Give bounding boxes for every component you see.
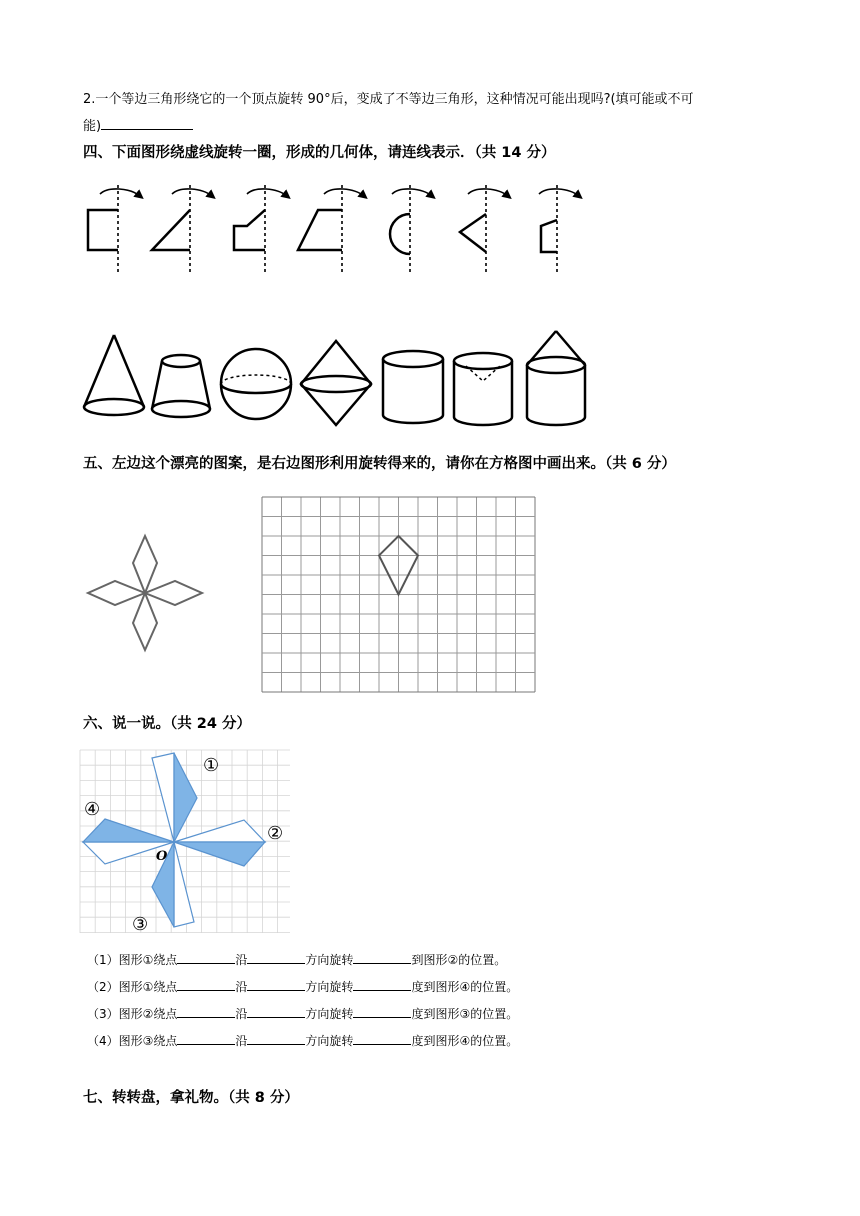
q3-direction: 方向旋转 xyxy=(305,1007,354,1021)
rotation-shape-step xyxy=(234,185,287,272)
q2-along: 沿 xyxy=(235,980,248,994)
section-7-heading: 七、转转盘，拿礼物。（共 8 分） xyxy=(83,1090,299,1106)
question-2-line-2-text: 能) xyxy=(83,119,102,134)
figure-1-outline-half xyxy=(152,753,174,842)
figure-label-1: ① xyxy=(203,755,220,776)
solid-cylinder-with-cone-cavity xyxy=(454,353,512,425)
q3-blank-direction[interactable] xyxy=(247,1005,305,1018)
q2-tail: 度到图形④的位置。 xyxy=(411,980,519,994)
flower-pattern xyxy=(82,528,212,658)
q4-direction: 方向旋转 xyxy=(305,1034,354,1048)
question-6-1 xyxy=(87,951,506,968)
figure-3-outline-half xyxy=(174,842,194,927)
q2-blank-angle[interactable] xyxy=(353,978,411,991)
q3-tail: 度到图形③的位置。 xyxy=(411,1007,519,1021)
q4-blank-angle[interactable] xyxy=(353,1032,411,1045)
rotation-shape-small-composite xyxy=(539,185,579,272)
petal-right xyxy=(145,581,202,605)
q1-blank-point[interactable] xyxy=(177,951,235,964)
q2-blank-point[interactable] xyxy=(177,978,235,991)
q3-blank-angle[interactable] xyxy=(353,1005,411,1018)
q2-direction: 方向旋转 xyxy=(305,980,354,994)
q2-prefix: （2）图形①绕点 xyxy=(87,980,178,994)
rotation-shape-triangle xyxy=(460,185,508,272)
q1-along: 沿 xyxy=(235,953,248,967)
q3-along: 沿 xyxy=(235,1007,248,1021)
solids-row xyxy=(0,325,860,425)
answer-blank[interactable] xyxy=(101,117,193,130)
figure-2-shaded-half xyxy=(174,842,265,866)
question-2-line-2 xyxy=(83,115,193,134)
petal-left xyxy=(88,581,145,605)
question-6-2 xyxy=(87,978,518,995)
pinwheel-figure xyxy=(80,750,295,935)
figure-4-shaded-half xyxy=(83,819,174,842)
q4-blank-direction[interactable] xyxy=(247,1032,305,1045)
solid-cone xyxy=(84,335,144,415)
question-2-line-1: 2.一个等边三角形绕它的一个顶点旋转 90°后，变成了不等边三角形，这种情况可能出现吗?(填可能或不可 xyxy=(83,92,694,107)
solid-double-cone xyxy=(301,341,371,425)
q4-tail: 度到图形④的位置。 xyxy=(411,1034,519,1048)
solid-cylinder-with-cone xyxy=(527,331,585,425)
q1-direction: 方向旋转 xyxy=(305,953,354,967)
solid-frustum xyxy=(152,355,210,417)
q1-tail: 到图形②的位置。 xyxy=(411,953,507,967)
rotation-shape-right-triangle xyxy=(152,185,212,272)
q1-blank-direction[interactable] xyxy=(247,951,305,964)
drawing-grid[interactable] xyxy=(260,495,540,695)
q4-prefix: （4）图形③绕点 xyxy=(87,1034,178,1048)
section-4-heading: 四、下面图形绕虚线旋转一圈，形成的几何体，请连线表示．（共 14 分） xyxy=(83,145,556,161)
q4-blank-point[interactable] xyxy=(177,1032,235,1045)
question-6-3 xyxy=(87,1005,518,1022)
q2-blank-direction[interactable] xyxy=(247,978,305,991)
rotation-shape-trapezoid xyxy=(298,185,364,272)
figure-label-2: ② xyxy=(267,823,284,844)
solid-cylinder xyxy=(383,351,443,423)
figure-label-3: ③ xyxy=(132,914,149,935)
q1-prefix: （1）图形①绕点 xyxy=(87,953,178,967)
section-5-heading: 五、左边这个漂亮的图案，是右边图形利用旋转得来的，请你在方格图中画出来。（共 6 分） xyxy=(83,456,676,472)
rotation-shape-rectangle xyxy=(88,185,140,272)
figure-label-4: ④ xyxy=(84,799,101,820)
rotation-shape-semicircle xyxy=(390,185,432,272)
petal-top xyxy=(133,536,157,593)
q4-along: 沿 xyxy=(235,1034,248,1048)
figure-1-shaded-half xyxy=(174,753,197,842)
solid-sphere xyxy=(221,349,291,419)
q3-blank-point[interactable] xyxy=(177,1005,235,1018)
rotation-shapes-row xyxy=(0,180,860,280)
question-6-4 xyxy=(87,1032,518,1049)
petal-bottom xyxy=(133,593,157,650)
figure-2-outline-half xyxy=(174,820,265,842)
origin-label: O xyxy=(156,849,168,864)
q3-prefix: （3）图形②绕点 xyxy=(87,1007,178,1021)
q1-blank-angle[interactable] xyxy=(353,951,411,964)
section-6-heading: 六、说一说。（共 24 分） xyxy=(83,716,252,732)
